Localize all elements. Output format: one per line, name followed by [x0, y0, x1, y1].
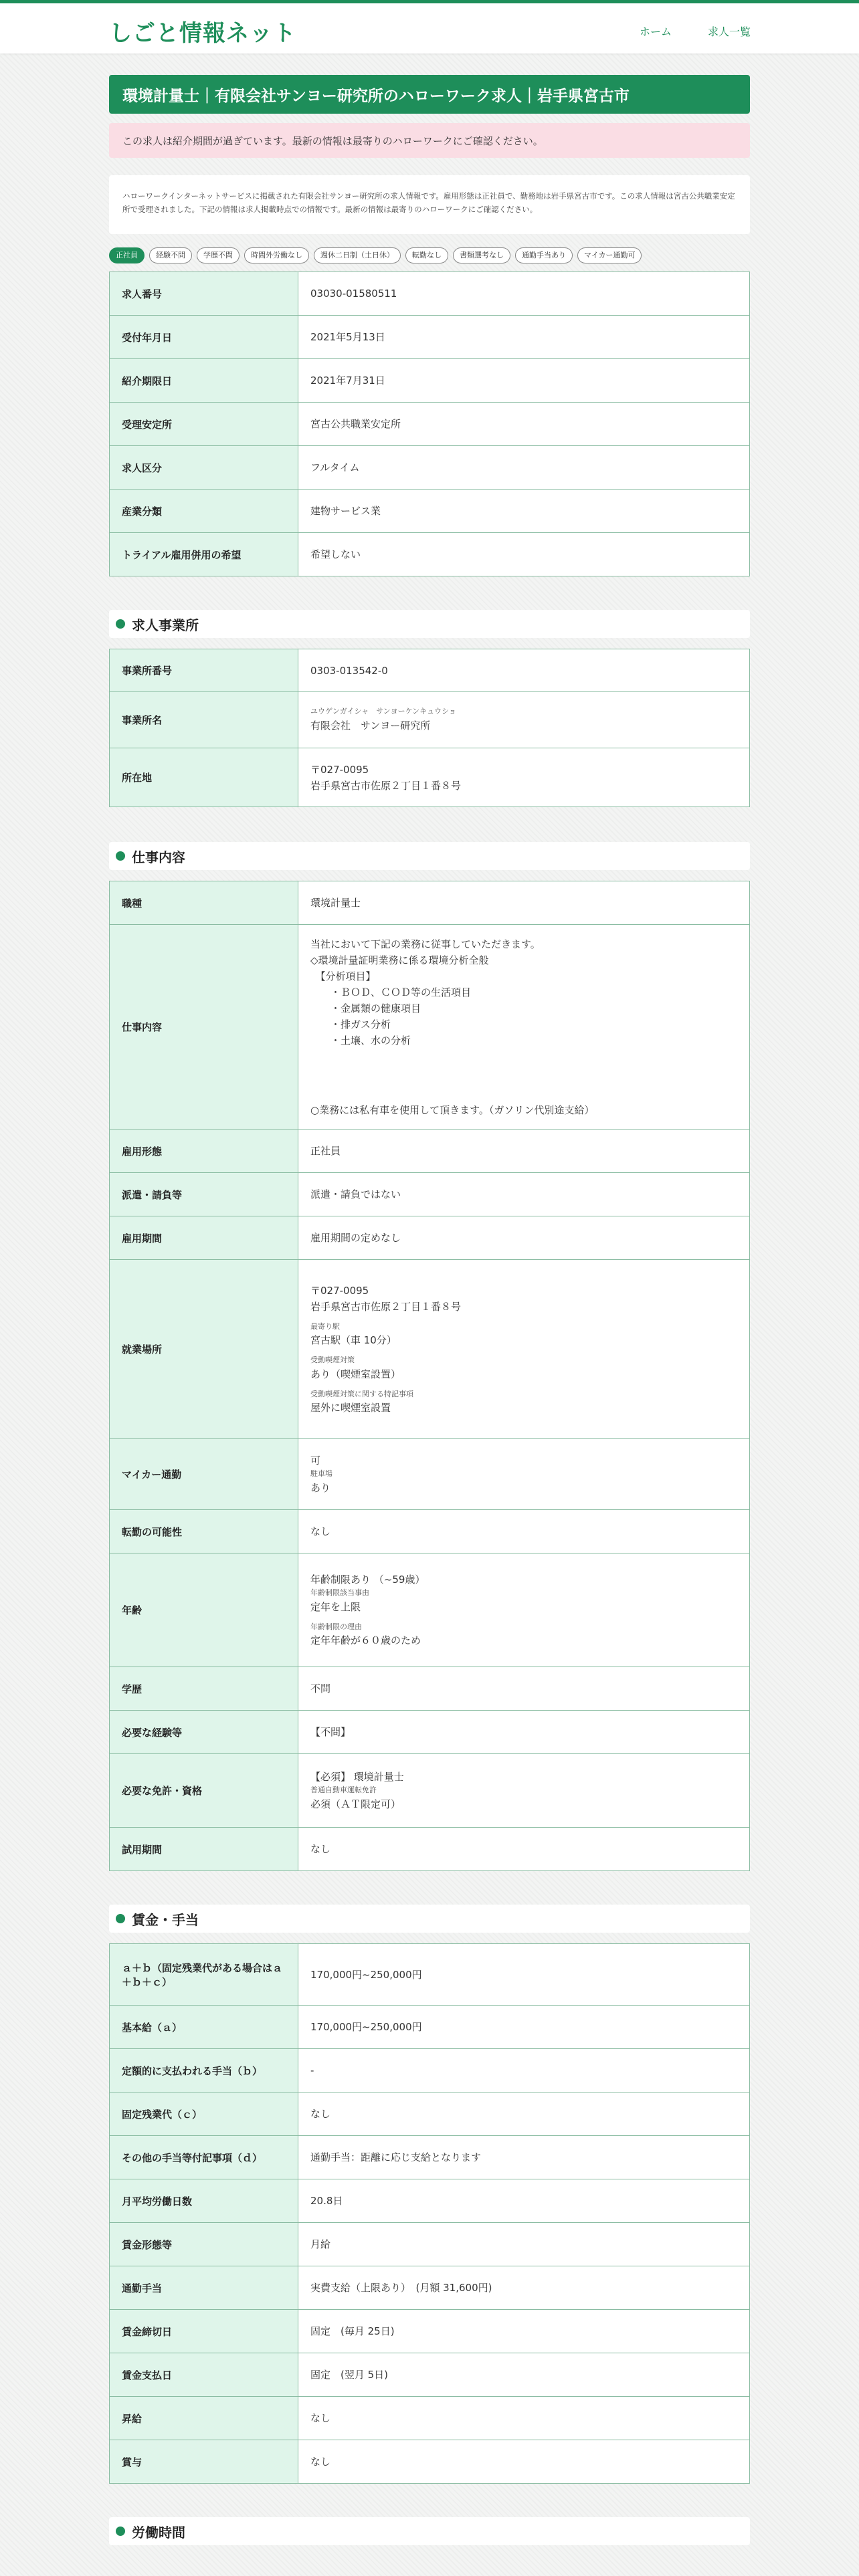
smoke-note: 屋外に喫煙室設置	[310, 1402, 391, 1414]
table-row	[110, 1754, 750, 1828]
row-label: 事業所番号	[110, 649, 298, 692]
table-row	[110, 2006, 750, 2049]
row-label: 年齢	[110, 1553, 298, 1667]
row-label: 賃金支払日	[110, 2353, 298, 2397]
row-value: 派遣・請負ではない	[298, 1173, 750, 1216]
content-line: ・金属類の健康項目	[310, 1002, 421, 1014]
section-title: 求人事業所	[132, 617, 199, 633]
row-label: 雇用期間	[110, 1216, 298, 1260]
sub-label: 受動喫煙対策	[310, 1356, 355, 1365]
table-row	[110, 881, 750, 925]
row-label: 所在地	[110, 748, 298, 807]
table-row	[110, 1439, 750, 1510]
row-label: 月平均労働日数	[110, 2179, 298, 2223]
age-reason: 定年年齢が６０歳のため	[310, 1634, 421, 1646]
tag: 通勤手当あり	[515, 247, 573, 263]
table-row	[110, 272, 750, 316]
table-row	[110, 2223, 750, 2266]
content-line: ◇環境計量証明業務に係る環境分析全般	[310, 954, 489, 966]
content-line: ・ＢＯＤ、ＣＯＤ等の生活項目	[310, 986, 472, 998]
sub-label: 受動喫煙対策に関する特記事項	[310, 1389, 413, 1398]
table-row	[110, 1711, 750, 1754]
row-value: -	[298, 2049, 750, 2092]
bullet-dot-icon	[116, 2527, 125, 2536]
row-value: なし	[298, 2397, 750, 2440]
row-value: 170,000円~250,000円	[298, 2006, 750, 2049]
row-label: 求人区分	[110, 446, 298, 490]
row-value: 通勤手当：距離に応じ支給となります	[298, 2136, 750, 2179]
page-title: 環境計量士｜有限会社サンヨー研究所のハローワーク求人｜岩手県宮古市	[109, 75, 750, 114]
section-heading-wage	[109, 1905, 750, 1933]
driver-license: 必須（ＡＴ限定可）	[310, 1798, 401, 1810]
row-value: 固定 (翌月 5日)	[298, 2353, 750, 2397]
row-label: マイカー通勤	[110, 1439, 298, 1510]
section-heading-hours	[109, 2517, 750, 2545]
row-value: なし	[298, 1510, 750, 1553]
table-row	[110, 1173, 750, 1216]
bullet-dot-icon	[116, 851, 125, 861]
row-value: 宮古公共職業安定所	[298, 403, 750, 446]
table-row	[110, 2092, 750, 2136]
table-row	[110, 2049, 750, 2092]
row-label: 派遣・請負等	[110, 1173, 298, 1216]
row-value	[298, 692, 750, 748]
table-row	[110, 403, 750, 446]
row-label: 必要な経験等	[110, 1711, 298, 1754]
row-value: なし	[298, 1828, 750, 1871]
table-row	[110, 446, 750, 490]
wage-table	[109, 1943, 750, 2484]
section-title: 賃金・手当	[132, 1911, 199, 1928]
table-row	[110, 2310, 750, 2353]
office-table	[109, 649, 750, 807]
row-label: 昇給	[110, 2397, 298, 2440]
content-line: ・排ガス分析	[310, 1018, 391, 1031]
tag: 週休二日制（土日休）	[314, 247, 401, 263]
spacer	[310, 1615, 737, 1622]
sub-label: 年齢制限該当事由	[310, 1588, 369, 1597]
nav-home[interactable]: ホーム	[640, 25, 672, 38]
table-row	[110, 1130, 750, 1173]
row-label: 通勤手当	[110, 2266, 298, 2310]
row-value: 170,000円~250,000円	[298, 1944, 750, 2006]
table-row	[110, 692, 750, 748]
table-row	[110, 533, 750, 576]
office-name-kana: ユウゲンガイシャ サンヨーケンキュウショ	[310, 707, 456, 716]
table-row	[110, 2353, 750, 2397]
tag: 正社員	[109, 247, 145, 263]
row-label: 学歴	[110, 1667, 298, 1711]
basic-info-table	[109, 272, 750, 576]
table-row	[110, 1828, 750, 1871]
table-row	[110, 2136, 750, 2179]
row-value: 正社員	[298, 1130, 750, 1173]
job-description: ハローワークインターネットサービスに掲載された有限会社サンヨー研究所の求人情報です。雇用形態は正社員で、勤務地は岩手県宮古市です。この求人情報は宮古公共職業安定所で受理されました。下記の情報は求人掲載時点での情報です。最新の情報は最寄りのハローワークにご確認ください。	[109, 175, 750, 234]
row-value: 20.8日	[298, 2179, 750, 2223]
row-label: 求人番号	[110, 272, 298, 316]
row-label: 紹介期限日	[110, 359, 298, 403]
content-line: 当社において下記の業務に従事していただきます。	[310, 938, 541, 950]
station: 宮古駅（車 10分）	[310, 1334, 397, 1347]
sub-label: 普通自動車運転免許	[310, 1786, 377, 1795]
header	[0, 0, 859, 53]
row-label: 仕事内容	[110, 925, 298, 1130]
row-value: 環境計量士	[298, 881, 750, 925]
table-row	[110, 1944, 750, 2006]
postal-code: 〒027-0095	[310, 1284, 369, 1297]
tag: 学歴不問	[197, 247, 240, 263]
tag: 書類選考なし	[453, 247, 510, 263]
row-value: 月給	[298, 2223, 750, 2266]
tag: 時間外労働なし	[244, 247, 309, 263]
section-heading-office	[109, 610, 750, 638]
site-logo[interactable]: しごと情報ネット	[109, 20, 296, 47]
table-row	[110, 1553, 750, 1667]
row-value: 希望しない	[298, 533, 750, 576]
row-value: 不問	[298, 1667, 750, 1711]
expired-notice: この求人は紹介期間が過ぎています。最新の情報は最寄りのハローワークにご確認ください。	[109, 123, 750, 158]
nav-job-list[interactable]: 求人一覧	[708, 25, 751, 38]
table-row	[110, 2266, 750, 2310]
content-line: 【分析項目】	[310, 970, 376, 982]
table-row	[110, 925, 750, 1130]
row-value: 0303-013542-0	[298, 649, 750, 692]
table-row	[110, 2179, 750, 2223]
row-label: 基本給（ａ）	[110, 2006, 298, 2049]
row-value: なし	[298, 2092, 750, 2136]
table-row	[110, 316, 750, 359]
row-value: 2021年7月31日	[298, 359, 750, 403]
row-label: 職種	[110, 881, 298, 925]
license: 【必須】 環境計量士	[310, 1771, 404, 1784]
row-value: 03030-01580511	[298, 272, 750, 316]
bullet-dot-icon	[116, 1914, 125, 1923]
tag: 転勤なし	[405, 247, 448, 263]
row-label: 産業分類	[110, 490, 298, 533]
feature-tags	[109, 247, 750, 263]
row-label: 試用期間	[110, 1828, 298, 1871]
tag: 経験不問	[149, 247, 192, 263]
row-value	[298, 748, 750, 807]
row-label: 受理安定所	[110, 403, 298, 446]
row-label: 事業所名	[110, 692, 298, 748]
row-label: 賞与	[110, 2440, 298, 2484]
row-value: なし	[298, 2440, 750, 2484]
content-line: ・土壌、水の分析	[310, 1034, 411, 1047]
table-row	[110, 1260, 750, 1439]
row-value	[298, 1553, 750, 1667]
bullet-dot-icon	[116, 619, 125, 629]
section-title: 労働時間	[132, 2524, 185, 2541]
main-content	[109, 75, 750, 2545]
row-label: 必要な免許・資格	[110, 1754, 298, 1828]
spacer	[310, 1382, 737, 1389]
row-label: 転勤の可能性	[110, 1510, 298, 1553]
postal-code: 〒027-0095	[310, 763, 369, 776]
spacer	[310, 1049, 737, 1102]
table-row	[110, 1510, 750, 1553]
row-label: 雇用形態	[110, 1130, 298, 1173]
table-row	[110, 748, 750, 807]
row-value: 雇用期間の定めなし	[298, 1216, 750, 1260]
row-value: 建物サービス業	[298, 490, 750, 533]
row-value: フルタイム	[298, 446, 750, 490]
row-value: 【不問】	[298, 1711, 750, 1754]
spacer	[310, 1315, 737, 1321]
row-value: 2021年5月13日	[298, 316, 750, 359]
table-row	[110, 490, 750, 533]
sub-label: 年齢制限の理由	[310, 1622, 362, 1631]
row-value: 実費支給（上限あり） (月額 31,600円)	[298, 2266, 750, 2310]
sub-label: 駐車場	[310, 1469, 332, 1479]
row-value	[298, 1439, 750, 1510]
row-label: 固定残業代（ｃ）	[110, 2092, 298, 2136]
row-label: 賃金締切日	[110, 2310, 298, 2353]
parking: あり	[310, 1481, 331, 1494]
job-table	[109, 881, 750, 1871]
office-name: 有限会社 サンヨー研究所	[310, 719, 431, 732]
table-row	[110, 359, 750, 403]
car-commute: 可	[310, 1455, 321, 1467]
table-row	[110, 649, 750, 692]
row-label: 受付年月日	[110, 316, 298, 359]
row-label: 定額的に支払われる手当（ｂ）	[110, 2049, 298, 2092]
row-label: 就業場所	[110, 1260, 298, 1439]
spacer	[310, 1348, 737, 1355]
row-value	[298, 1754, 750, 1828]
table-row	[110, 2397, 750, 2440]
row-value	[298, 1260, 750, 1439]
address: 岩手県宮古市佐原２丁目１番８号	[310, 1300, 462, 1313]
table-row	[110, 2440, 750, 2484]
smoke-policy: あり（喫煙室設置）	[310, 1368, 401, 1380]
row-label: 賃金形態等	[110, 2223, 298, 2266]
address: 岩手県宮古市佐原２丁目１番８号	[310, 779, 462, 792]
table-row	[110, 1216, 750, 1260]
row-label: その他の手当等付記事項（ｄ）	[110, 2136, 298, 2179]
content-note: ○業務には私有車を使用して頂きます。（ガソリン代別途支給）	[310, 1103, 595, 1116]
section-heading-job	[109, 842, 750, 870]
age-limit: 年齢制限あり （~59歳）	[310, 1574, 425, 1586]
age-case: 定年を上限	[310, 1600, 361, 1613]
sub-label: 最寄り駅	[310, 1321, 340, 1331]
section-title: 仕事内容	[132, 849, 185, 865]
tag: マイカー通勤可	[577, 247, 642, 263]
row-value	[298, 925, 750, 1130]
row-label: トライアル雇用併用の希望	[110, 533, 298, 576]
row-value: 固定 (毎月 25日)	[298, 2310, 750, 2353]
table-row	[110, 1667, 750, 1711]
row-label: ａ＋ｂ（固定残業代がある場合はａ＋ｂ＋ｃ）	[110, 1944, 298, 2006]
